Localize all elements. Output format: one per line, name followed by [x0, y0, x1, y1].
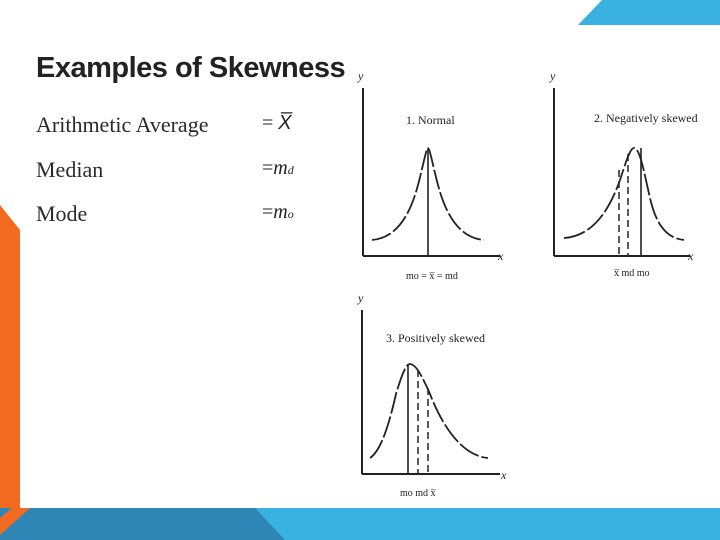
- equals-sign: =: [262, 112, 274, 134]
- y-axis-label: y: [550, 69, 556, 83]
- marker-labels: mo = x̅ = md: [406, 271, 458, 282]
- median-symbol: m: [273, 157, 288, 179]
- marker-labels: mo md x̅: [400, 488, 436, 499]
- panel-title: 2. Negatively skewed: [594, 111, 698, 125]
- definition-label-median: Median: [36, 157, 104, 182]
- mode-symbol: m: [273, 201, 288, 223]
- left-orange-band: [0, 205, 20, 530]
- panel-title: 1. Normal: [406, 113, 455, 127]
- equals-sign: =: [262, 157, 274, 179]
- negative-skew-panel: [544, 68, 714, 288]
- top-right-blue-band: [578, 0, 720, 25]
- mean-symbol: X̅: [278, 112, 292, 134]
- bottom-left-dark-band: [0, 508, 285, 540]
- slide-title: Examples of Skewness: [36, 52, 346, 84]
- y-axis-label: y: [358, 291, 364, 305]
- mode-subscript: o: [287, 207, 294, 221]
- x-axis-label: x: [498, 249, 504, 263]
- positive-skew-panel: [352, 290, 522, 510]
- negative-skew-curve: [564, 148, 684, 240]
- normal-distribution-panel: [350, 68, 520, 288]
- definition-formula-mean: [262, 112, 292, 135]
- x-axis-label: x: [501, 468, 507, 482]
- marker-labels: x̅ md mo: [614, 268, 650, 279]
- definition-label-mode: Mode: [36, 201, 88, 226]
- panel-title: 3. Positively skewed: [386, 331, 485, 345]
- x-axis-label: x: [688, 249, 694, 263]
- median-subscript: d: [287, 163, 294, 177]
- y-axis-label: y: [358, 69, 364, 83]
- definition-label-mean: Arithmetic Average: [36, 112, 209, 137]
- equals-sign: =: [262, 201, 274, 223]
- definition-formula-median: [262, 157, 294, 180]
- positive-skew-curve: [370, 364, 488, 458]
- definition-formula-mode: [262, 201, 294, 224]
